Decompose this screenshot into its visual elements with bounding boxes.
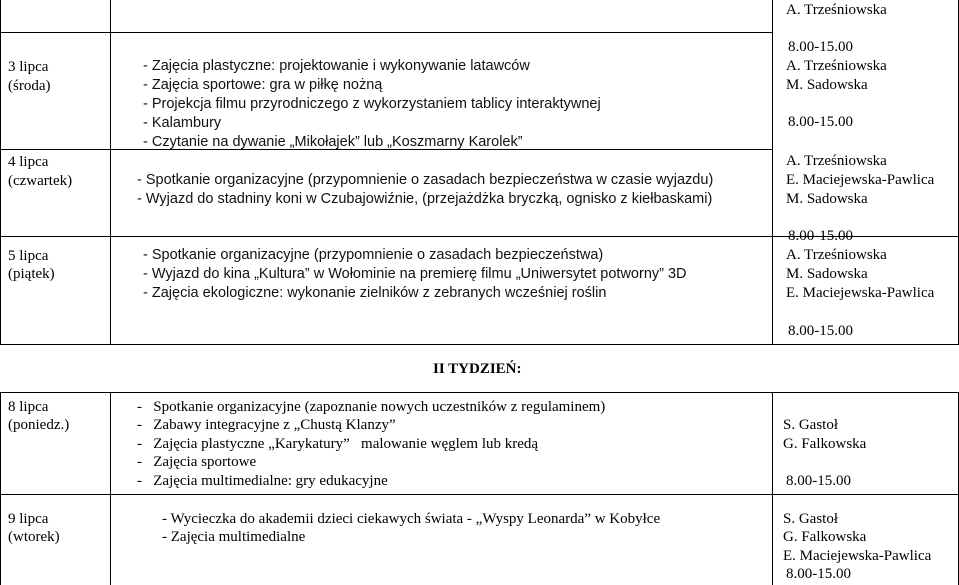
activity-item: - Wyjazd do kina „Kultura” w Wołominie na premierę filmu „Uniwersytet potworny” 3D [143,266,687,282]
weekday-label: (wtorek) [8,529,60,545]
activity-item: - Zajęcia sportowe [137,454,257,470]
row-divider-tue [0,494,959,495]
activity-item: - Wycieczka do akademii dzieci ciekawych świata - „Wyspy Leonarda” w Kobyłce [162,511,661,527]
activity-item: - Zajęcia sportowe: gra w piłkę nożną [143,77,383,93]
left-border-week2 [0,392,1,585]
day-label: 3 lipca [8,59,49,75]
week1-bottom-border [0,344,959,345]
hours-label: 8.00-15.00 [786,473,851,489]
staff-name: M. Sadowska [786,191,868,207]
activity-item: - Zabawy integracyjne z „Chustą Klanzy” [137,417,396,433]
staff-name: E. Maciejewska-Pawlica [786,285,935,301]
activity-item: - Wyjazd do stadniny koni w Czubajowiźnie, (przejażdżka bryczką, ognisko z kiełbaskami) [137,191,713,207]
hours-label: 8.00-15.00 [788,228,853,244]
staff-name: E. Maciejewska-Pawlica [783,548,932,564]
left-border-week1 [0,0,1,345]
activity-item: - Czytanie na dywanie „Mikołajek” lub „Koszmarny Karolek” [143,134,523,150]
activity-item: - Spotkanie organizacyjne (przypomnienie o zasadach bezpieczeństwa w czasie wyjazdu) [137,172,714,188]
day-label: 9 lipca [8,511,49,527]
activity-item: - Spotkanie organizacyjne (przypomnienie o zasadach bezpieczeństwa) [143,247,604,263]
staff-name: A. Trześniowska [786,153,887,169]
hours-label: 8.00-15.00 [788,39,853,55]
col-divider-week2 [110,392,111,585]
activity-item: - Zajęcia ekologiczne: wykonanie zielników z zebranych wcześniej roślin [143,285,607,301]
col-divider-week1 [110,0,111,345]
staff-name: M. Sadowska [786,266,868,282]
weekday-label: (poniedz.) [8,417,70,433]
staff-col-divider-week2 [772,392,773,585]
staff-name: E. Maciejewska-Pawlica [786,172,935,188]
activity-item: - Spotkanie organizacyjne (zapoznanie nowych uczestników z regulaminem) [137,399,606,415]
activity-item: - Zajęcia multimedialne: gry edukacyjne [137,473,388,489]
staff-name: S. Gastoł [783,417,839,433]
staff-name: S. Gastoł [783,511,839,527]
staff-name: G. Falkowska [783,529,867,545]
day-label: 5 lipca [8,248,49,264]
activity-item: - Kalambury [143,115,222,131]
top-border [0,32,772,33]
staff-name: G. Falkowska [783,436,867,452]
weekday-label: (czwartek) [8,173,73,189]
hours-label: 8.00-15.00 [786,566,851,582]
activity-item: - Projekcja filmu przyrodniczego z wykorzystaniem tablicy interaktywnej [143,96,601,112]
activity-item: - Zajęcia multimedialne [162,529,306,545]
weekday-label: (piątek) [8,266,55,282]
week2-heading: II TYDZIEŃ: [433,361,522,377]
day-label: 4 lipca [8,154,49,170]
staff-name: A. Trześniowska [786,247,887,263]
hours-label: 8.00-15.00 [788,323,853,339]
day-label: 8 lipca [8,399,49,415]
activity-item: - Zajęcia plastyczne „Karykatury” malowanie węglem lub kredą [137,436,539,452]
weekday-label: (środa) [8,78,51,94]
week2-top-border [0,392,959,393]
hours-label: 8.00-15.00 [788,114,853,130]
staff-name: A. Trześniowska [786,2,887,18]
staff-name: M. Sadowska [786,77,868,93]
staff-name: A. Trześniowska [786,58,887,74]
activity-item: - Zajęcia plastyczne: projektowanie i wykonywanie latawców [143,58,530,74]
staff-col-divider-week1 [772,0,773,345]
